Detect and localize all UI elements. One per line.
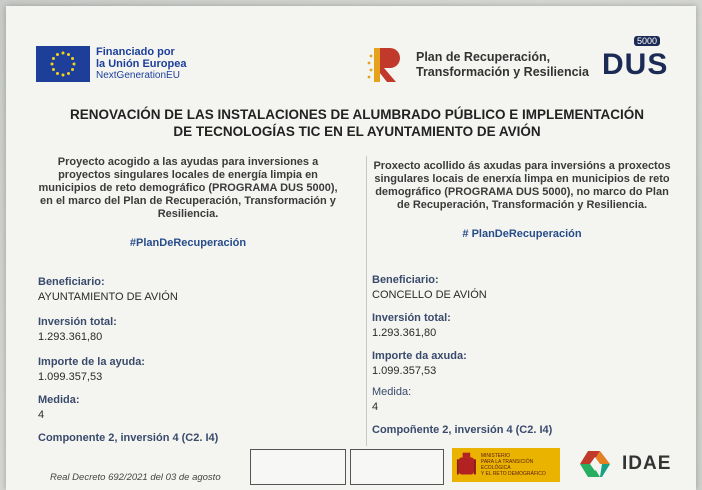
recovery-plan-logo xyxy=(366,46,589,84)
eu-star-icon xyxy=(62,74,65,77)
eu-star-icon xyxy=(71,68,74,71)
galician-hashtag: # PlanDeRecuperación xyxy=(462,228,582,240)
eu-star-icon xyxy=(67,72,70,75)
aid-label: Importe de la ayuda: xyxy=(38,356,145,368)
eu-star-icon xyxy=(51,63,54,66)
ministry-line3: Y EL RETO DEMOGRÁFICO xyxy=(480,471,546,477)
galician-investment xyxy=(372,312,451,339)
spanish-beneficiary xyxy=(38,276,178,303)
eu-star-icon xyxy=(62,52,65,55)
eu-star-icon xyxy=(56,53,59,56)
galician-measure xyxy=(372,386,411,413)
royal-decree-text: Real Decreto 692/2021 del 03 de agosto xyxy=(50,472,221,483)
investment-label: Inversión total: xyxy=(38,316,117,328)
aid-value: 1.099.357,53 xyxy=(372,365,437,377)
eu-star-icon xyxy=(73,63,76,66)
ministry-line1: MINISTERIO xyxy=(480,453,511,459)
recovery-plan-line1: Plan de Recuperación, xyxy=(416,50,551,64)
measure-label: Medida: xyxy=(372,386,412,398)
eu-logo-line2: la Unión Europea xyxy=(96,58,187,70)
spanish-investment xyxy=(38,316,117,343)
recovery-plan-line2: Transformación y Resiliencia xyxy=(416,65,589,79)
ministry-logo xyxy=(452,448,560,482)
galician-intro: Proxecto acollido ás axudas para inversións a proxectos singulares locais de enerxía limpa en municipios de reto demográfico (PROGRAMA DUS 5000), no marco do Plan de Recuperación, Transformación y Resiliencia. xyxy=(373,160,671,211)
dus-badge: 5000 xyxy=(634,36,660,46)
dus-word: DUS xyxy=(602,48,669,81)
measure-value: 4 xyxy=(38,409,45,421)
blank-logo-box xyxy=(350,449,444,485)
beneficiary-label: Beneficiario: xyxy=(38,276,105,288)
eu-flag-icon xyxy=(36,46,90,82)
eu-logo-line1: Financiado por xyxy=(96,46,175,58)
spanish-aid xyxy=(38,356,145,383)
eu-logo-line3: NextGenerationEU xyxy=(96,70,180,81)
spanish-intro: Proyecto acogido a las ayudas para inversiones a proyectos singulares locales de energía limpia en municipios de reto demográfico (PROGRAMA DUS 5000), en el marco del Plan de Recuperación, Transformación y Resiliencia. xyxy=(38,156,338,220)
recovery-plan-r-icon xyxy=(366,46,406,84)
measure-label: Medida: xyxy=(38,394,80,406)
investment-value: 1.293.361,80 xyxy=(38,331,103,343)
dus-5000-logo xyxy=(600,36,682,86)
beneficiary-value: AYUNTAMIENTO DE AVIÓN xyxy=(38,291,178,303)
spanish-component: Componente 2, inversión 4 (C2. I4) xyxy=(38,432,219,444)
galician-component: Compoñente 2, inversión 4 (C2. I4) xyxy=(372,424,553,436)
beneficiary-label: Beneficiario: xyxy=(372,274,439,286)
eu-star-icon xyxy=(52,68,55,71)
measure-value: 4 xyxy=(372,401,379,413)
idae-logo xyxy=(572,446,671,482)
spain-coat-of-arms-icon xyxy=(456,451,477,479)
idae-hexagon-icon xyxy=(572,446,618,482)
aid-value: 1.099.357,53 xyxy=(38,371,103,383)
blank-logo-box xyxy=(250,449,346,485)
investment-label: Inversión total: xyxy=(372,312,451,324)
spanish-column xyxy=(38,156,338,444)
spanish-measure xyxy=(38,394,80,421)
beneficiary-value: CONCELLO DE AVIÓN xyxy=(372,289,487,301)
ministry-line2: PARA LA TRANSICIÓN ECOLÓGICA xyxy=(480,459,534,471)
eu-star-icon xyxy=(71,57,74,60)
eu-star-icon xyxy=(56,72,59,75)
project-title xyxy=(26,106,688,140)
aid-label: Importe da axuda: xyxy=(372,350,467,362)
eu-funding-logo xyxy=(36,46,186,82)
spanish-hashtag: #PlanDeRecuperación xyxy=(129,237,247,249)
galician-beneficiary xyxy=(372,274,487,301)
information-sign xyxy=(6,6,696,490)
galician-aid xyxy=(372,350,467,377)
investment-value: 1.293.361,80 xyxy=(372,327,437,339)
eu-star-icon xyxy=(52,57,55,60)
project-title-line2: DE TECNOLOGÍAS TIC EN EL AYUNTAMIENTO DE AVIÓN xyxy=(173,124,541,139)
galician-column xyxy=(372,156,672,436)
idae-wordmark: IDAE xyxy=(622,453,672,474)
column-divider xyxy=(366,156,367,446)
project-title-line1: RENOVACIÓN DE LAS INSTALACIONES DE ALUMBRADO PÚBLICO E IMPLEMENTACIÓN xyxy=(69,107,644,122)
eu-star-icon xyxy=(67,53,70,56)
